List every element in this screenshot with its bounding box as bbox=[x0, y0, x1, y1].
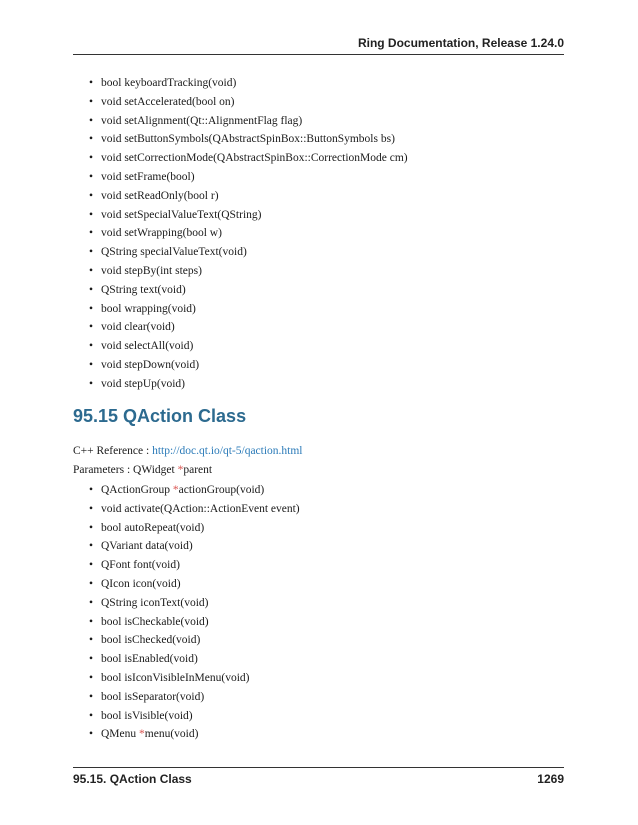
list-item: • void stepDown(void) bbox=[0, 356, 408, 375]
list-item: • void activate(QAction::ActionEvent event) bbox=[0, 500, 300, 519]
cpp-reference-link[interactable]: http://doc.qt.io/qt-5/qaction.html bbox=[152, 445, 303, 457]
list-item: • QMenu *menu(void) bbox=[0, 725, 300, 744]
list-item: • bool autoRepeat(void) bbox=[0, 519, 300, 538]
list-item: • void setAlignment(Qt::AlignmentFlag flag) bbox=[0, 112, 408, 131]
footer-section: 95.15. QAction Class bbox=[73, 772, 192, 786]
pointer-star: * bbox=[177, 464, 184, 476]
list-item: • void setAccelerated(bool on) bbox=[0, 93, 408, 112]
list-item: • bool isChecked(void) bbox=[0, 631, 300, 650]
list-item: • void setReadOnly(bool r) bbox=[0, 187, 408, 206]
page-header: Ring Documentation, Release 1.24.0 bbox=[357, 36, 564, 50]
page-number: 1269 bbox=[537, 772, 564, 786]
section-title: 95.15 QAction Class bbox=[73, 406, 247, 426]
list-item: • bool isCheckable(void) bbox=[0, 613, 300, 632]
list-item: • bool isVisible(void) bbox=[0, 707, 300, 726]
list-item: • void setCorrectionMode(QAbstractSpinBox::CorrectionMode cm) bbox=[0, 149, 408, 168]
list-item: • void stepBy(int steps) bbox=[0, 262, 408, 281]
footer-rule bbox=[73, 767, 564, 768]
list-item: • QIcon icon(void) bbox=[0, 575, 300, 594]
list-item: • QFont font(void) bbox=[0, 556, 300, 575]
cpp-reference-label: C++ Reference : bbox=[73, 445, 153, 457]
list-item: • void selectAll(void) bbox=[0, 337, 408, 356]
list-item: • void setButtonSymbols(QAbstractSpinBox::ButtonSymbols bs) bbox=[0, 130, 408, 149]
list-item: • bool isSeparator(void) bbox=[0, 688, 300, 707]
list-item: • bool keyboardTracking(void) bbox=[0, 74, 408, 93]
method-list-qaction bbox=[0, 481, 300, 744]
parameters-line bbox=[73, 461, 212, 479]
cpp-reference-line bbox=[73, 442, 303, 460]
parameters-suffix: parent bbox=[183, 464, 213, 476]
page-footer bbox=[73, 772, 564, 787]
list-item: • QVariant data(void) bbox=[0, 537, 300, 556]
header-rule bbox=[73, 54, 564, 55]
method-list-spinbox bbox=[0, 74, 408, 394]
list-item: • bool isEnabled(void) bbox=[0, 650, 300, 669]
list-item: • QString specialValueText(void) bbox=[0, 243, 408, 262]
parameters-prefix: Parameters : QWidget bbox=[73, 464, 178, 476]
list-item: • void setFrame(bool) bbox=[0, 168, 408, 187]
list-item: • bool isIconVisibleInMenu(void) bbox=[0, 669, 300, 688]
list-item: • bool wrapping(void) bbox=[0, 300, 408, 319]
list-item: • QString iconText(void) bbox=[0, 594, 300, 613]
list-item: • void setWrapping(bool w) bbox=[0, 224, 408, 243]
list-item: • void stepUp(void) bbox=[0, 375, 408, 394]
list-item: • QString text(void) bbox=[0, 281, 408, 300]
list-item: • QActionGroup *actionGroup(void) bbox=[0, 481, 300, 500]
list-item: • void setSpecialValueText(QString) bbox=[0, 206, 408, 225]
list-item: • void clear(void) bbox=[0, 318, 408, 337]
